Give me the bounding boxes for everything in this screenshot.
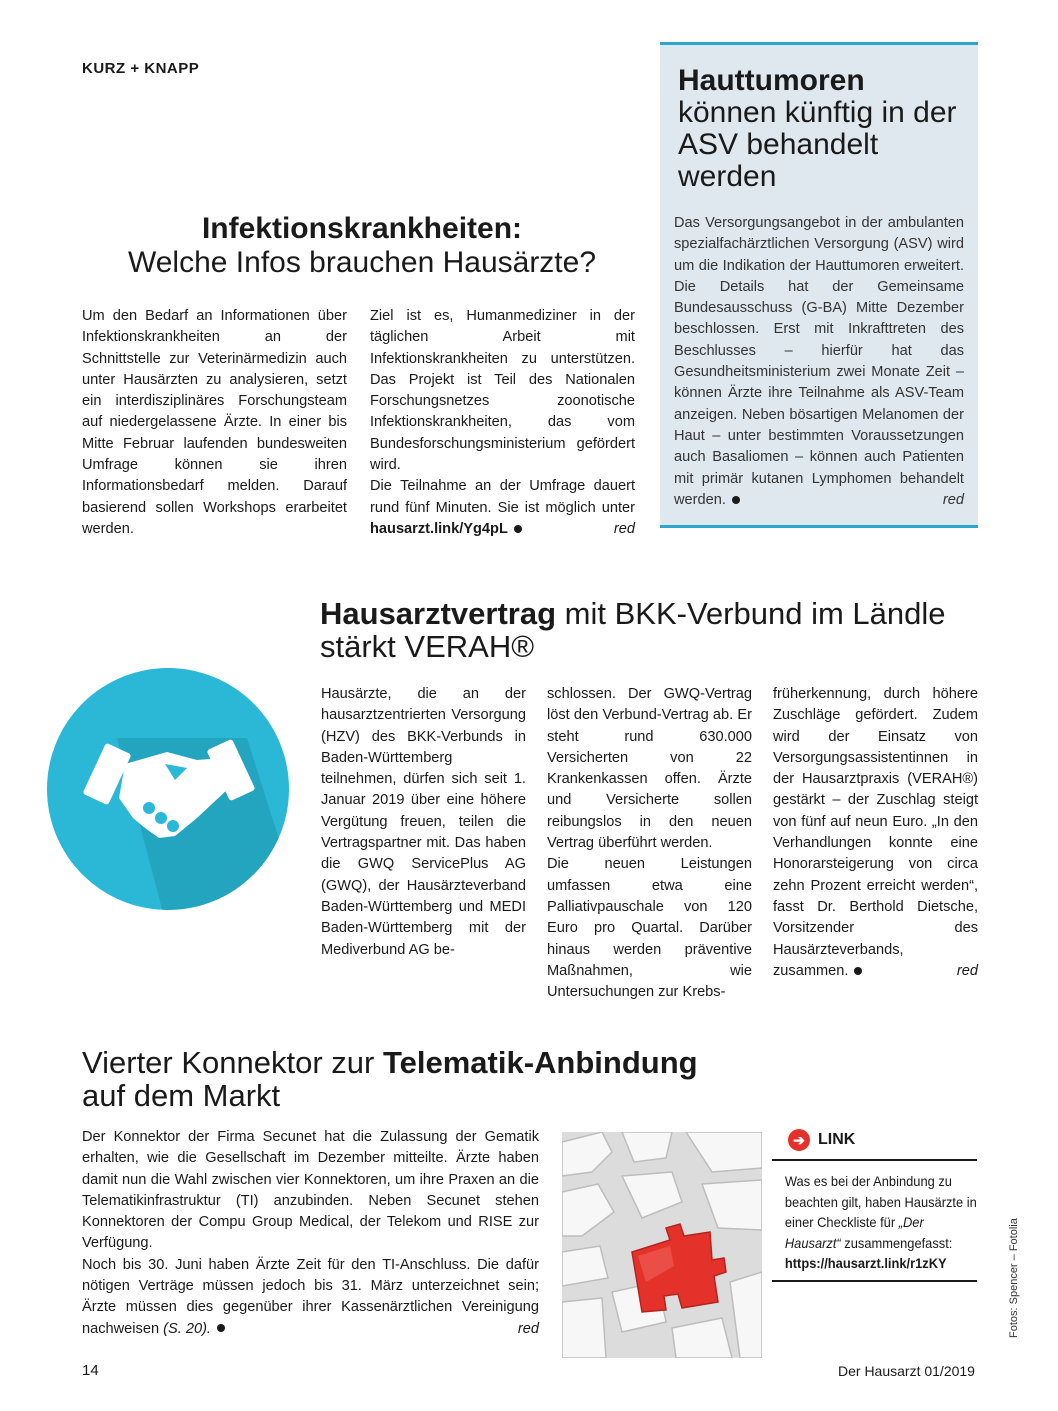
box-body (674, 213, 964, 511)
page-number: 14 (82, 1362, 99, 1379)
article3-headline (82, 1046, 842, 1112)
article3-p2-text: Noch bis 30. Juni haben Ärzte Zeit für den TI-Anschluss. Die dafür nötigen Verträge müssen jedoch bis 31. März unterzeichnet sein; Ärzte müssen dies gegenüber ihrer Kassenärztlichen Vereinigung nachweisen (82, 1256, 539, 1337)
link-text-1: Was es bei der Anbindung zu beachten gilt, haben Hausärzte in einer Checkliste für (784, 1173, 977, 1230)
article3-headline-post: auf dem Markt (82, 1078, 281, 1113)
article1-headline-bold: Infektionskrankheiten: (201, 212, 523, 245)
article1-col1 (82, 306, 347, 540)
puzzle-icon (562, 1132, 762, 1358)
article1-col1-text: Um den Bedarf an Informationen über Infektionskrankheiten an der Schnittstelle zur Veterinärmedizin auch unter Hausärzten zu analysieren, setzt ein interdisziplinäres Forschungsteam auf niedergelassene Ärzte. In einer bis Mitte Februar laufenden bundesweiten Umfrage können sie ihren Informationsbedarf melden. Darauf basierend sollen Workshops erarbeitet werden. (82, 308, 347, 537)
article2-col3-p (773, 684, 978, 982)
box-signature: red (942, 491, 964, 508)
link-divider-bottom (772, 1280, 977, 1282)
article2-headline-rest: mit BKK-Verbund im Ländle stärkt VERAH® (320, 596, 946, 664)
link-header (772, 1125, 977, 1155)
link-body (772, 1161, 983, 1280)
end-dot-icon (217, 1324, 225, 1332)
sidebar-box (660, 42, 978, 528)
article2-col3 (773, 684, 978, 982)
box-body-text: Das Versorgungsangebot in der ambulanten spezialfachärztlichen Versorgung (ASV) wird um die Indikation der Hauttumoren erweitert. Die Details hat der Gemeinsame Bundesausschuss (G-BA) Mitte Dezember beschlossen. Erst mit Inkrafttreten des Beschlusses – hierfür hat das Gesundheitsministerium zwei Monate Zeit – können Ärzte ihre Teilnahme als ASV-Team anzeigen. Neben bösartigen Melanomen der Haut – unter bestimmten Voraussetzungen auch Basaliomen – können auch Patienten mit primär kutanen Lymphomen behandelt werden. (674, 215, 964, 508)
article2-col2-p2: Die neuen Leistungen umfassen etwa eine Palliativpauschale von 120 Euro pro Quartal. Darüber hinaus werden präventive Maßnahmen, wie Untersuchungen zur Krebs- (547, 856, 752, 1001)
article1-col2-p1: Ziel ist es, Humanmediziner in der täglichen Arbeit mit Infektionskrankheiten zu unterstützen. Das Projekt ist Teil des Nationalen Forschungsnetzes zoonotische Infektionskrankheiten, das vom Bundesforschungsministerium gefördert wird. (370, 308, 635, 474)
article1-col2 (370, 306, 635, 540)
link-text-2: zusammengefasst: (840, 1234, 953, 1251)
footer-issue: Der Hausarzt 01/2019 (838, 1363, 975, 1379)
article2-headline (320, 597, 960, 663)
article3-p1: Der Konnektor der Firma Secunet hat die Zulassung der Gematik erhalten, wie die Gesellschaft im Dezember mitteilte. Ärzte haben damit nun die Wahl zwischen vier Konnektoren, um ihre Praxen an die Telematikinfrastruktur (TI) anzubinden. Neben Secunet stehen Konnektoren der Compu Group Medical, der Telekom und RISE zur Verfügung. (82, 1129, 539, 1252)
article1-col2-p2 (370, 476, 635, 540)
article3-p2 (82, 1255, 539, 1340)
link-url[interactable]: https://hausarzt.link/r1zKY (784, 1255, 947, 1271)
article1-col2-p2-text: Die Teilnahme an der Umfrage dauert rund fünf Minuten. Sie ist möglich unter (370, 478, 635, 516)
link-box (772, 1125, 977, 1282)
article2-col2-p1: schlossen. Der GWQ-Vertrag löst den Verbund-Vertrag ab. Er steht rund 630.000 Versicherten von 22 Krankenkassen offen. Ärzte und Versicherte sollen reibungslos in den neuen Vertrag überführt werden. (547, 686, 752, 852)
box-headline-rest: können künftig in der ASV behandelt werden (678, 96, 957, 193)
article3-body (82, 1127, 539, 1340)
link-label: LINK (818, 1131, 856, 1148)
article2-headline-bold: Hausarztvertrag (320, 596, 557, 631)
link-text-italic: „Der Hausarzt“ (784, 1214, 924, 1251)
box-headline (678, 65, 973, 193)
handshake-icon (47, 668, 289, 910)
article2-signature: red (956, 962, 978, 979)
end-dot-icon (854, 967, 862, 975)
article3-headline-bold: Telematik-Anbindung (382, 1045, 698, 1080)
article1-link[interactable]: hausarzt.link/Yg4pL (370, 520, 508, 537)
article2-col1 (321, 684, 526, 961)
handshake-image (47, 668, 289, 910)
article1-headline (82, 212, 642, 280)
photo-credit: Fotos: Spencer – Fotolia (1008, 1218, 1020, 1338)
article2-col1-text: Hausärzte, die an der hausarztzentrierten Versorgung (HZV) des BKK-Verbunds in Baden-Württemberg teilnehmen, dürfen sich seit 1. Januar 2019 über eine höhere Vergütung freuen, teilen die Vertragspartner mit. Das haben die GWQ ServicePlus AG (GWQ), der Hausärzteverband Baden-Württemberg und MEDI Baden-Württemberg mit der Mediverbund AG be- (321, 686, 526, 958)
article2-col2 (547, 684, 752, 1003)
end-dot-icon (732, 496, 740, 504)
article3-headline-pre: Vierter Konnektor zur (82, 1045, 375, 1080)
article1-signature: red (613, 520, 635, 537)
article3-page-ref: (S. 20). (163, 1320, 211, 1337)
article3-signature: red (517, 1320, 539, 1337)
section-label: KURZ + KNAPP (82, 60, 200, 77)
box-headline-bold: Hauttumoren (678, 64, 865, 97)
article2-col3-text: früherkennung, durch höhere Zuschläge gefördert. Zudem wird der Einsatz von Versorgungsassistentinnen in der Hausarztpraxis (VERAH®) gestärkt – der Zuschlag steigt von fünf auf neun Euro. „In den Verhandlungen konnte eine Honorarsteigerung von circa zehn Prozent erreicht werden“, fasst Dr. Berthold Dietsche, Vorsitzender des Hausärzteverbands, zusammen. (773, 686, 978, 979)
arrow-right-icon: ➔ (788, 1129, 810, 1151)
article1-headline-rest: Welche Infos brauchen Hausärzte? (127, 246, 597, 279)
puzzle-image (562, 1132, 762, 1358)
end-dot-icon (514, 525, 522, 533)
